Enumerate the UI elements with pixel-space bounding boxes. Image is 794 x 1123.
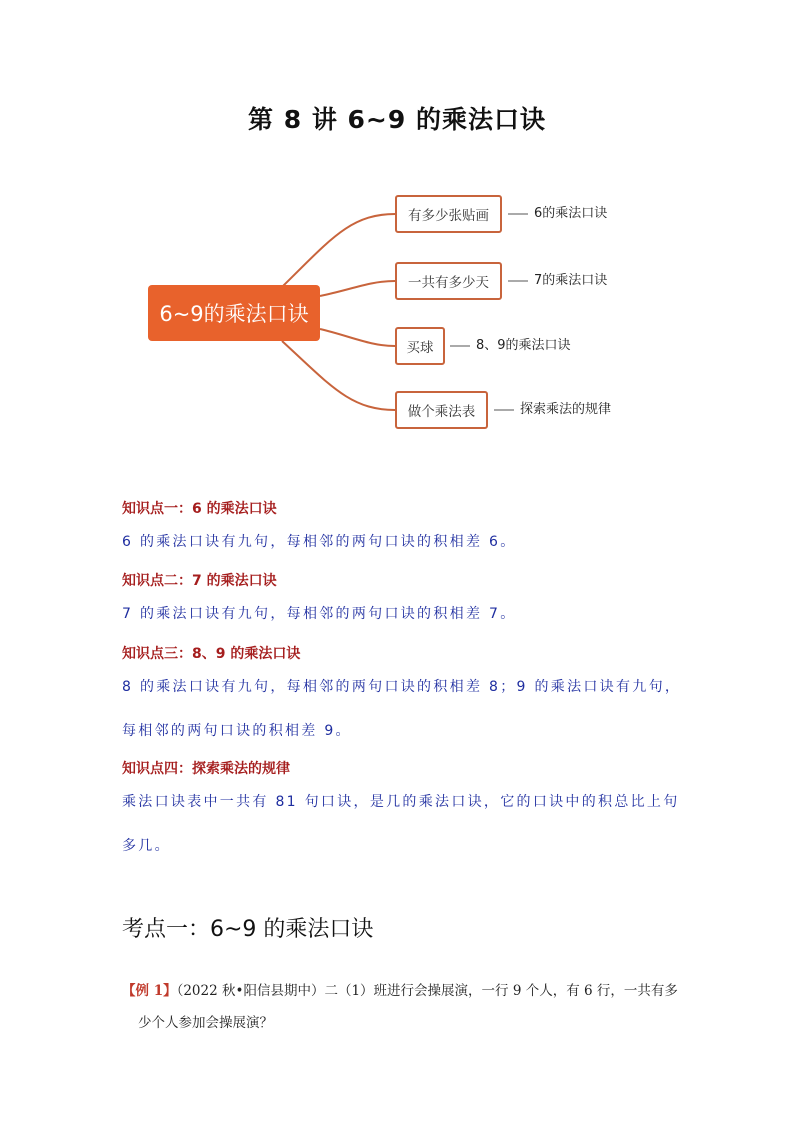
connector-branch-3 (320, 329, 395, 346)
example-tag: 【例 1】 (122, 983, 177, 999)
knowledge-point-3-body: 8 的乘法口诀有九句，每相邻的两句口诀的积相差 8；9 的乘法口诀有九句，每相邻的两句口诀的积相差 9。 (122, 679, 682, 739)
knowledge-point-2-heading: 知识点二：7 的乘法口诀 (122, 573, 277, 589)
knowledge-point-4-body: 乘法口诀表中一共有 81 句口诀，是几的乘法口诀，它的口诀中的积总比上句多几。 (122, 794, 680, 854)
mindmap-branch-node-3: 买球 (395, 327, 445, 365)
connector-branch-1 (282, 214, 395, 287)
example-1 (122, 975, 678, 1039)
connector-branch-4 (282, 341, 395, 410)
knowledge-point-1-body: 6 的乘法口诀有九句，每相邻的两句口诀的积相差 6。 (122, 534, 517, 550)
page-title: 第 8 讲 6~9 的乘法口诀 (248, 105, 546, 134)
example-text-line-2: 少个人参加会操展演？ (138, 1015, 273, 1031)
mindmap-leaf-4: 探索乘法的规律 (520, 402, 612, 417)
knowledge-point-4-heading: 知识点四：探索乘法的规律 (122, 761, 290, 777)
mindmap-leaf-2: 7的乘法口诀 (534, 273, 608, 288)
mindmap-leaf-1: 6的乘法口诀 (534, 206, 608, 221)
mindmap-root-node: 6~9的乘法口诀 (148, 285, 320, 341)
example-text-line-1: （2022 秋•阳信县期中）二（1）班进行会操展演，一行 9 个人，有 6 行，一共有多 (176, 983, 678, 999)
mindmap-branch-node-1: 有多少张贴画 (395, 195, 502, 233)
knowledge-point-3-heading: 知识点三：8、9 的乘法口诀 (122, 646, 301, 662)
connector-branch-2 (320, 281, 395, 296)
section-title: 考点一：6~9 的乘法口诀 (122, 917, 374, 942)
mindmap-branch-node-2: 一共有多少天 (395, 262, 502, 300)
mindmap-leaf-3: 8、9的乘法口诀 (476, 338, 571, 353)
mindmap-branch-node-4: 做个乘法表 (395, 391, 488, 429)
knowledge-point-1-heading: 知识点一：6 的乘法口诀 (122, 501, 277, 517)
knowledge-point-2-body: 7 的乘法口诀有九句，每相邻的两句口诀的积相差 7。 (122, 606, 517, 622)
